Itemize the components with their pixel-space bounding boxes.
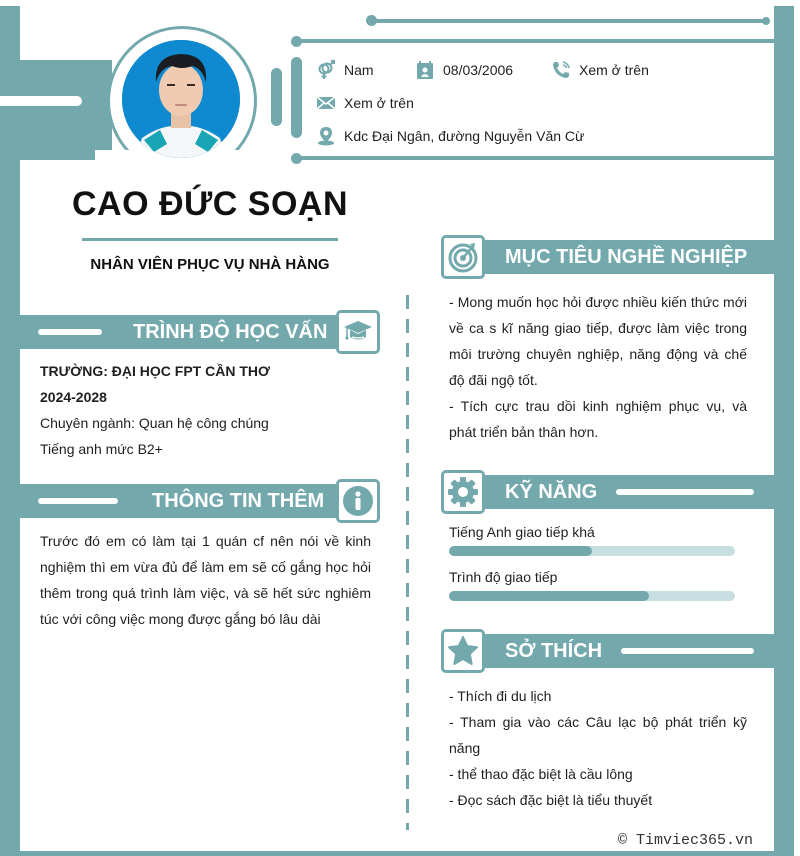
decor-pill: [291, 57, 302, 138]
phone-value: Xem ở trên: [579, 62, 649, 78]
career-goal-content: [449, 289, 747, 445]
hobby-item: - Đọc sách đặc biệt là tiểu thuyết: [449, 792, 653, 808]
birthday-value: 08/03/2006: [443, 62, 514, 78]
contact-gender: [316, 60, 374, 80]
education-school: TRƯỜNG: ĐẠI HỌC FPT CẦN THƠ: [40, 363, 270, 379]
hobby-item: - Tham gia vào các Câu lạc bộ phát triển kỹ năng: [449, 714, 747, 756]
gender-value: Nam: [344, 62, 374, 78]
hobbies-list: [449, 683, 747, 813]
info-icon: [342, 485, 374, 517]
career-goal-line: - Mong muốn học hỏi được nhiều kiến thức mới về ca s kĩ năng giao tiếp, được làm việc trong môi trường chuyên nghiệp, năng động và chế độ đãi ngộ tốt.: [449, 294, 747, 388]
hobbies-icon-box: [441, 629, 485, 673]
hobbies-heading: SỞ THÍCH: [505, 640, 603, 662]
star-icon: [447, 635, 479, 667]
skill-label: Tiếng Anh giao tiếp khá: [449, 524, 595, 540]
header-band: [0, 60, 112, 160]
candidate-name: CAO ĐỨC SOẠN: [72, 185, 348, 223]
avatar: [122, 40, 240, 158]
skills-icon-box: [441, 470, 485, 514]
education-icon-box: [336, 310, 380, 354]
contact-birthday: [415, 60, 513, 80]
skill-bar-track: [449, 591, 735, 601]
graduation-cap-icon: [343, 319, 373, 345]
name-underline: [82, 238, 338, 241]
decor-line: [372, 19, 766, 23]
skill-bar-fill: [449, 546, 592, 556]
calendar-icon: [415, 60, 435, 80]
contact-address: [316, 126, 584, 146]
header-decor-line: [616, 489, 754, 495]
additional-info-heading: THÔNG TIN THÊM: [152, 490, 325, 512]
decor-line: [297, 39, 774, 43]
hobby-item: - Thích đi du lịch: [449, 688, 552, 704]
bottom-frame-bar: [0, 851, 794, 856]
header-band-line: [0, 96, 82, 106]
phone-icon: [551, 60, 571, 80]
skills-heading: KỸ NĂNG: [505, 481, 598, 503]
career-goal-line: - Tích cực trau dồi kinh nghiệm phục vụ, và phát triển bản thân hơn.: [449, 398, 747, 440]
additional-info-text: Trước đó em có làm tại 1 quán cf nên nói về kinh nghiệm thì em vừa đủ để làm em sẽ cố gắng học hỏi thêm trong quá trình làm việc, và sẽ hết sức nghiêm túc với công việc mong được gắng bó lâu dài: [40, 533, 371, 627]
career-goal-icon-box: [441, 235, 485, 279]
gear-icon: [447, 476, 479, 508]
decor-pill: [271, 68, 282, 126]
education-major: Chuyên ngành: Quan hệ công chúng: [40, 415, 269, 431]
right-frame-bar: [774, 6, 794, 856]
education-years: 2024-2028: [40, 389, 107, 405]
job-title: NHÂN VIÊN PHỤC VỤ NHÀ HÀNG: [90, 256, 330, 273]
education-english: Tiếng anh mức B2+: [40, 441, 163, 457]
email-value: Xem ở trên: [344, 95, 414, 111]
education-heading: TRÌNH ĐỘ HỌC VẤN: [133, 321, 328, 343]
header-decor-line: [621, 648, 754, 654]
location-icon: [316, 126, 336, 146]
portrait-photo: [122, 40, 240, 158]
column-divider: [406, 295, 409, 830]
skill-item: [449, 522, 735, 556]
skill-bar-track: [449, 546, 735, 556]
career-goal-heading: MỤC TIÊU NGHỀ NGHIỆP: [505, 246, 748, 268]
skill-item: [449, 567, 735, 601]
email-icon: [316, 93, 336, 113]
additional-info-icon-box: [336, 479, 380, 523]
skill-label: Trình độ giao tiếp: [449, 569, 558, 585]
decor-dot: [762, 17, 770, 25]
hobby-item: - thể thao đặc biệt là cầu lông: [449, 766, 633, 782]
skill-bar-fill: [449, 591, 649, 601]
target-icon: [447, 241, 479, 273]
header-decor-line: [38, 498, 118, 504]
watermark: © Timviec365.vn: [618, 832, 754, 849]
address-value: Kdc Đại Ngân, đường Nguyễn Văn Cừ: [344, 128, 585, 144]
contact-email: [316, 93, 414, 113]
gender-icon: [316, 60, 336, 80]
header-decor-line: [38, 329, 102, 335]
decor-line: [297, 156, 774, 160]
contact-phone: [551, 60, 649, 80]
education-content: [40, 358, 370, 462]
